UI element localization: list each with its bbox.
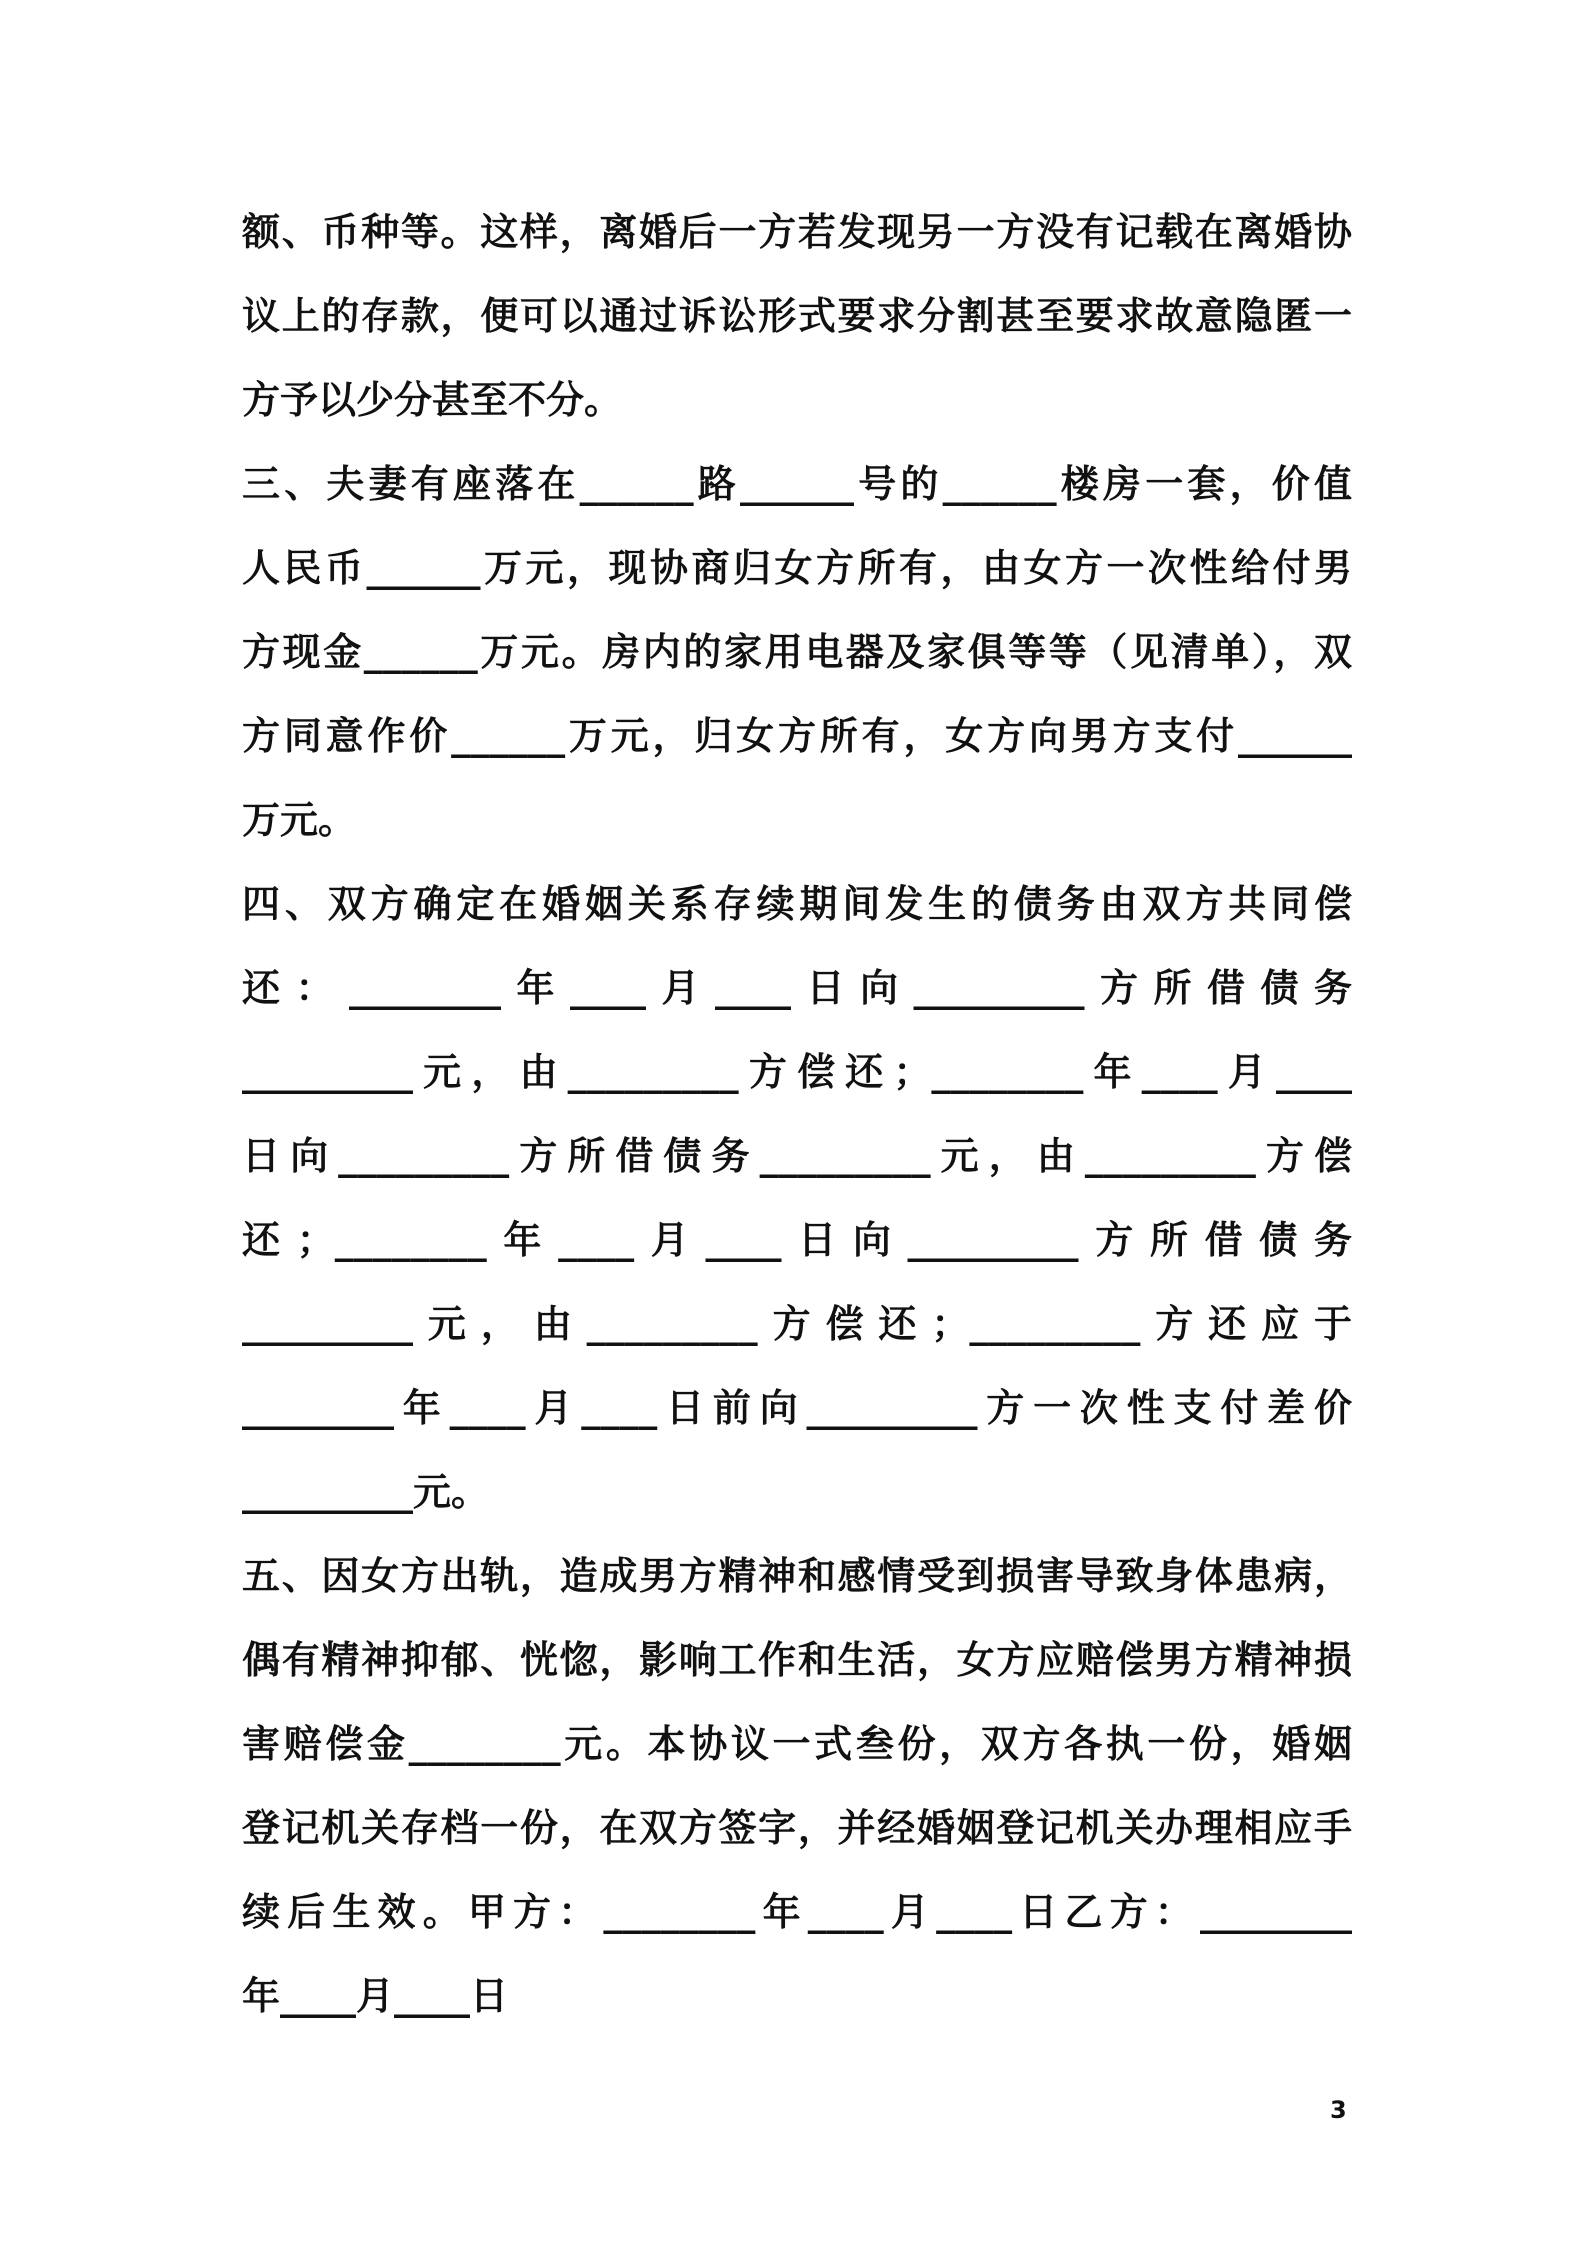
text-line: 还：________年____月____日向_________方所借债务 <box>242 966 1352 1010</box>
text-line: 害赔偿金________元。本协议一式叁份，双方各执一份，婚姻 <box>242 1722 1352 1766</box>
text-line: 人民币______万元，现协商归女方所有，由女方一次性给付男 <box>242 546 1352 590</box>
text-line: _________元，由_________方偿还；________年____月____ <box>242 1050 1352 1094</box>
text-line: 登记机关存档一份，在双方签字，并经婚姻登记机关办理相应手 <box>242 1806 1352 1850</box>
text-line: 议上的存款，便可以通过诉讼形式要求分割甚至要求故意隐匿一 <box>242 294 1352 338</box>
text-line: 额、币种等。这样，离婚后一方若发现另一方没有记载在离婚协 <box>242 210 1352 254</box>
text-line: 续后生效。甲方：________年____月____日乙方：________ <box>242 1890 1352 1934</box>
text-line: 方同意作价______万元，归女方所有，女方向男方支付______ <box>242 714 1352 758</box>
text-line: 还；________年____月____日向_________方所借债务 <box>242 1218 1352 1262</box>
text-line: 四、双方确定在婚姻关系存续期间发生的债务由双方共同偿 <box>242 882 1352 926</box>
text-line: 三、夫妻有座落在______路______号的______楼房一套，价值 <box>242 462 1352 506</box>
text-line: 方现金______万元。房内的家用电器及家俱等等（见清单），双 <box>242 630 1352 674</box>
text-line: 日向_________方所借债务_________元，由_________方偿 <box>242 1134 1352 1178</box>
text-line: _________元，由_________方偿还；_________方还应于 <box>242 1302 1352 1346</box>
text-line: _________元。 <box>242 1470 490 1514</box>
text-line: 年____月____日 <box>242 1974 509 2018</box>
text-line: 偶有精神抑郁、恍惚，影响工作和生活，女方应赔偿男方精神损 <box>242 1638 1352 1682</box>
page-number: 3 <box>1330 2096 1347 2124</box>
text-line: ________年____月____日前向_________方一次性支付差价 <box>242 1386 1352 1430</box>
text-line: 万元。 <box>242 798 357 842</box>
document-body <box>242 190 1352 2038</box>
text-line: 五、因女方出轨，造成男方精神和感情受到损害导致身体患病， <box>242 1554 1352 1598</box>
text-line: 方予以少分甚至不分。 <box>242 378 623 422</box>
